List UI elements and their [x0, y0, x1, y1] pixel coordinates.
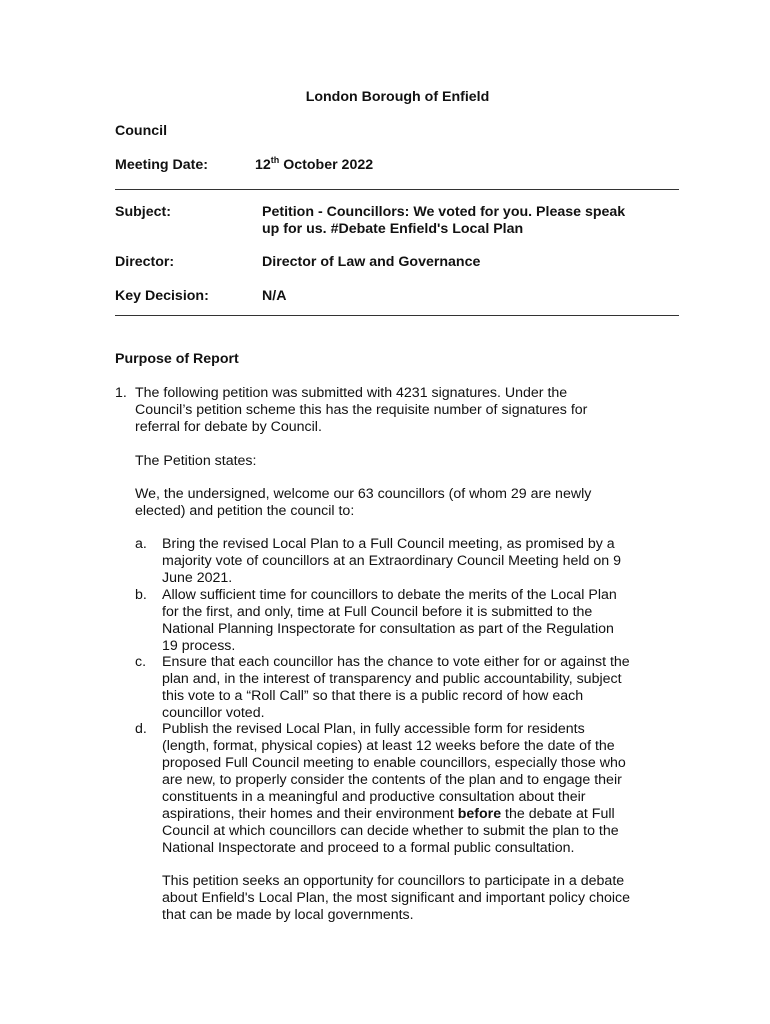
item-b-label: b.: [135, 587, 147, 603]
item-d-line-5: constituents in a meaningful and productive consultation about their: [162, 789, 586, 805]
item-1-line-3: referral for debate by Council.: [135, 419, 322, 435]
item-d-line-6-start: aspirations, their homes and their environment: [162, 806, 458, 822]
item-b-line-1: Allow sufficient time for councillors to debate the merits of the Local Plan: [162, 587, 617, 603]
council-label: Council: [115, 123, 168, 139]
closing-line-3: that can be made by local governments.: [162, 907, 414, 923]
director-label: Director:: [115, 254, 175, 270]
subject-label: Subject:: [115, 204, 171, 220]
key-decision-value: N/A: [262, 288, 287, 304]
item-a-label: a.: [135, 536, 147, 552]
item-d-line-3: proposed Full Council meeting to enable councillors, especially those who: [162, 755, 626, 771]
meeting-date-label: Meeting Date:: [115, 157, 209, 173]
item-c-line-1: Ensure that each councillor has the chance to vote either for or against the: [162, 654, 630, 670]
meeting-date-suffix: th: [270, 155, 280, 165]
org-title: London Borough of Enfield: [305, 89, 490, 105]
bottom-divider: [115, 315, 679, 316]
item-d-label: d.: [135, 721, 147, 737]
item-c-line-3: this vote to a “Roll Call” so that there is a public record of how each: [162, 688, 584, 704]
item-c-line-4: councillor voted.: [162, 705, 265, 721]
subject-line-1: Petition - Councillors: We voted for you. Please speak: [262, 204, 626, 220]
item-d-line-6-end: the debate at Full: [501, 806, 615, 822]
item-1-number: 1.: [115, 385, 127, 401]
item-a-line-2: majority vote of councillors at an Extraordinary Council Meeting held on 9: [162, 553, 621, 569]
item-a-line-3: June 2021.: [162, 570, 233, 586]
meeting-date-rest: October 2022: [279, 157, 374, 173]
item-b-line-2: for the first, and only, time at Full Council before it is submitted to the: [162, 604, 593, 620]
meeting-date-day: 12: [255, 157, 271, 173]
meeting-date-value: [255, 157, 373, 174]
subject-line-2: up for us. #Debate Enfield's Local Plan: [262, 221, 524, 237]
section-heading: Purpose of Report: [115, 351, 239, 367]
item-d-line-7: Council at which councillors can decide whether to submit the plan to the: [162, 823, 619, 839]
item-b-line-3: National Planning Inspectorate for consultation as part of the Regulation: [162, 621, 614, 637]
item-1-line-2: Council’s petition scheme this has the requisite number of signatures for: [135, 402, 588, 418]
item-c-line-2: plan and, in the interest of transparency and public accountability, subject: [162, 671, 622, 687]
key-decision-label: Key Decision:: [115, 288, 209, 304]
item-1-line-1: The following petition was submitted with 4231 signatures. Under the: [135, 385, 568, 401]
closing-line-2: about Enfield's Local Plan, the most significant and important policy choice: [162, 890, 631, 906]
item-b-line-4: 19 process.: [162, 638, 236, 654]
item-d-line-6: [162, 806, 615, 823]
intro-line-2: elected) and petition the council to:: [135, 503, 355, 519]
item-c-label: c.: [135, 654, 147, 670]
item-d-line-2: (length, format, physical copies) at least 12 weeks before the date of the: [162, 738, 615, 754]
director-value: Director of Law and Governance: [262, 254, 481, 270]
petition-states: The Petition states:: [135, 453, 257, 469]
item-d-line-8: National Inspectorate and proceed to a formal public consultation.: [162, 840, 575, 856]
intro-line-1: We, the undersigned, welcome our 63 councillors (of whom 29 are newly: [135, 486, 592, 502]
emphasis-before: before: [457, 806, 502, 822]
closing-line-1: This petition seeks an opportunity for councillors to participate in a debate: [162, 873, 625, 889]
item-a-line-1: Bring the revised Local Plan to a Full Council meeting, as promised by a: [162, 536, 615, 552]
top-divider: [115, 189, 679, 190]
item-d-line-1: Publish the revised Local Plan, in fully accessible form for residents: [162, 721, 585, 737]
item-d-line-4: are new, to properly consider the contents of the plan and to engage their: [162, 772, 622, 788]
